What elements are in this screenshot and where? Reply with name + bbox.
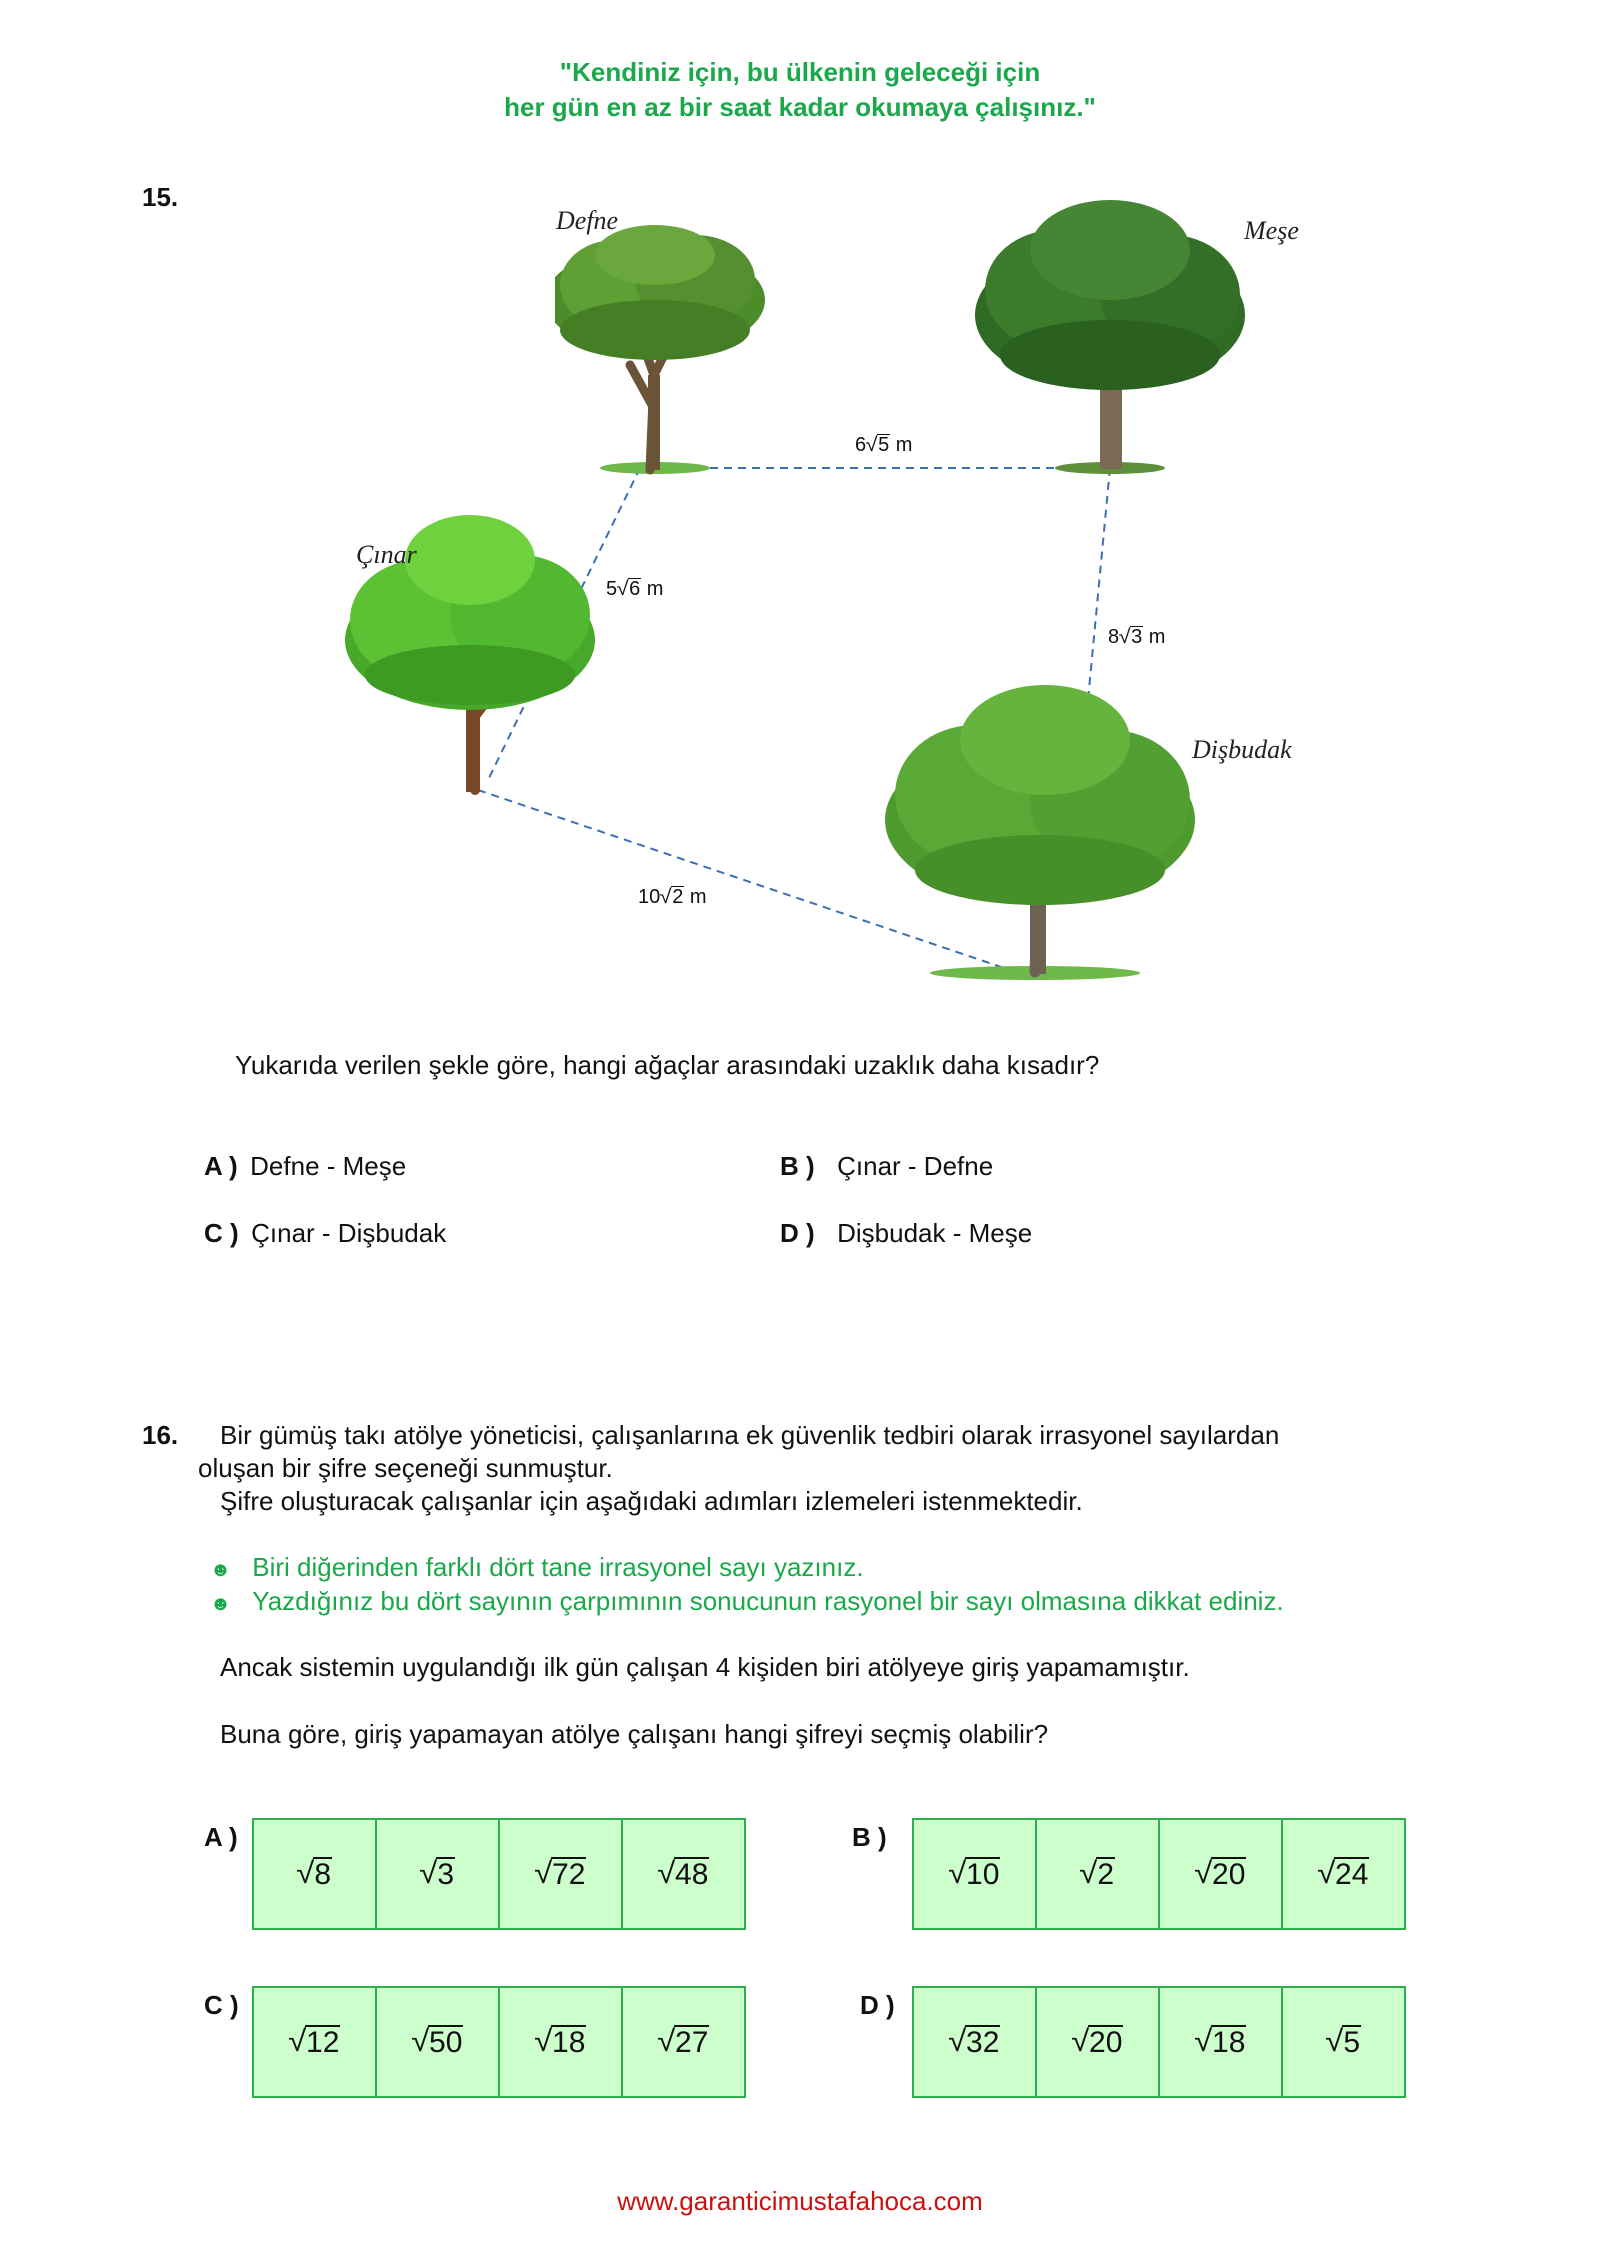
tree-defne-image bbox=[555, 225, 805, 475]
question-16-paragraph-1a: Bir gümüş takı atölye yöneticisi, çalışanlarına ek güvenlik tedbiri olarak irrasyonel sayılardan bbox=[220, 1420, 1280, 1450]
question-16-paragraph-3: Ancak sistemin uygulandığı ilk gün çalışan 4 kişiden biri atölyeye giriş yapamamıştır. bbox=[220, 1652, 1190, 1682]
option-letter: C ) bbox=[204, 1218, 239, 1248]
option-text: Dişbudak - Meşe bbox=[837, 1218, 1033, 1248]
q15-option-b[interactable] bbox=[780, 1151, 993, 1182]
q16-option-a-letter[interactable]: A ) bbox=[204, 1822, 238, 1852]
q15-option-a[interactable] bbox=[204, 1151, 406, 1182]
option-letter: B ) bbox=[780, 1151, 815, 1181]
q16-option-c-letter[interactable]: C ) bbox=[204, 1990, 239, 2020]
option-text: Çınar - Dişbudak bbox=[251, 1218, 447, 1248]
tree-label-defne: Defne bbox=[556, 206, 619, 235]
distance-label-defne-mese: 6√5 m bbox=[855, 434, 913, 456]
password-cell: √ 5 bbox=[1325, 2025, 1361, 2060]
password-cell: √ 72 bbox=[500, 1820, 623, 1928]
bullet-item-2: ☻ Yazdığınız bu dört sayının çarpımının sonucunun rasyonel bir sayı olmasına dikkat ediniz. bbox=[210, 1586, 1284, 1616]
question-16-paragraph-2: Şifre oluşturacak çalışanlar için aşağıdaki adımları izlemeleri istenmektedir. bbox=[220, 1486, 1083, 1516]
password-cell: √ 8 bbox=[254, 1820, 377, 1928]
q16-option-b-letter[interactable]: B ) bbox=[852, 1822, 887, 1852]
distance-lines bbox=[0, 0, 1600, 1000]
tree-disbudak-image bbox=[885, 680, 1210, 980]
password-cell: √ 12 bbox=[254, 1988, 377, 2096]
distance-label-cinar-disbudak: 10√2 m bbox=[638, 886, 707, 908]
smiley-bullet-icon: ☻ bbox=[210, 1559, 232, 1581]
option-text: Defne - Meşe bbox=[250, 1151, 407, 1181]
question-16-number: 16. bbox=[142, 1420, 179, 1450]
password-cell: √ 27 bbox=[656, 2025, 709, 2060]
header-quote-line1: "Kendiniz için, bu ülkenin geleceği için bbox=[559, 57, 1041, 87]
password-cell: √ 3 bbox=[377, 1820, 500, 1928]
password-cell: √ 18 bbox=[500, 1988, 623, 2096]
password-cell: √ 18 bbox=[1160, 1988, 1283, 2096]
password-cell: √ 2 bbox=[1037, 1820, 1160, 1928]
q16-option-b-box[interactable] bbox=[912, 1818, 1406, 1930]
password-cell: √ 24 bbox=[1316, 1857, 1369, 1892]
question-15-text: Yukarıda verilen şekle göre, hangi ağaçlar arasındaki uzaklık daha kısadır? bbox=[235, 1050, 1100, 1080]
question-16-prompt: Buna göre, giriş yapamayan atölye çalışanı hangi şifreyi seçmiş olabilir? bbox=[220, 1719, 1049, 1749]
line-mese-disbudak bbox=[1088, 468, 1110, 700]
password-cell: √ 10 bbox=[914, 1820, 1037, 1928]
password-cell: √ 20 bbox=[1037, 1988, 1160, 2096]
tree-label-disbudak: Dişbudak bbox=[1192, 735, 1292, 764]
header-quote-line2: her gün en az bir saat kadar okumaya çalışınız." bbox=[504, 92, 1096, 122]
distance-label-cinar-defne: 5√6 m bbox=[606, 578, 664, 600]
password-cell: √ 20 bbox=[1160, 1820, 1283, 1928]
password-cell: √ 48 bbox=[656, 1857, 709, 1892]
q16-option-d-letter[interactable]: D ) bbox=[860, 1990, 895, 2020]
option-letter: A ) bbox=[204, 1151, 238, 1181]
q16-option-c-box[interactable] bbox=[252, 1986, 746, 2098]
q15-option-d[interactable] bbox=[780, 1218, 1032, 1249]
bullet-item-1: ☻ Biri diğerinden farklı dört tane irrasyonel sayı yazınız. bbox=[210, 1552, 864, 1582]
tree-label-cinar: Çınar bbox=[356, 540, 417, 569]
q16-option-d-box[interactable] bbox=[912, 1986, 1406, 2098]
option-text: Çınar - Defne bbox=[837, 1151, 994, 1181]
tree-label-mese: Meşe bbox=[1244, 216, 1299, 245]
question-15-number: 15. bbox=[142, 182, 179, 212]
footer-website-link[interactable]: www.garanticimustafahoca.com bbox=[617, 2186, 983, 2216]
distance-label-mese-disbudak: 8√3 m bbox=[1108, 626, 1166, 648]
q16-option-a-box[interactable] bbox=[252, 1818, 746, 1930]
tree-mese-image bbox=[965, 195, 1265, 475]
q15-option-c[interactable] bbox=[204, 1218, 446, 1249]
password-cell: √ 50 bbox=[377, 1988, 500, 2096]
password-cell: √ 32 bbox=[914, 1988, 1037, 2096]
option-letter: D ) bbox=[780, 1218, 815, 1248]
smiley-bullet-icon: ☻ bbox=[210, 1593, 232, 1615]
question-16-paragraph-1b: oluşan bir şifre seçeneği sunmuştur. bbox=[198, 1453, 613, 1483]
